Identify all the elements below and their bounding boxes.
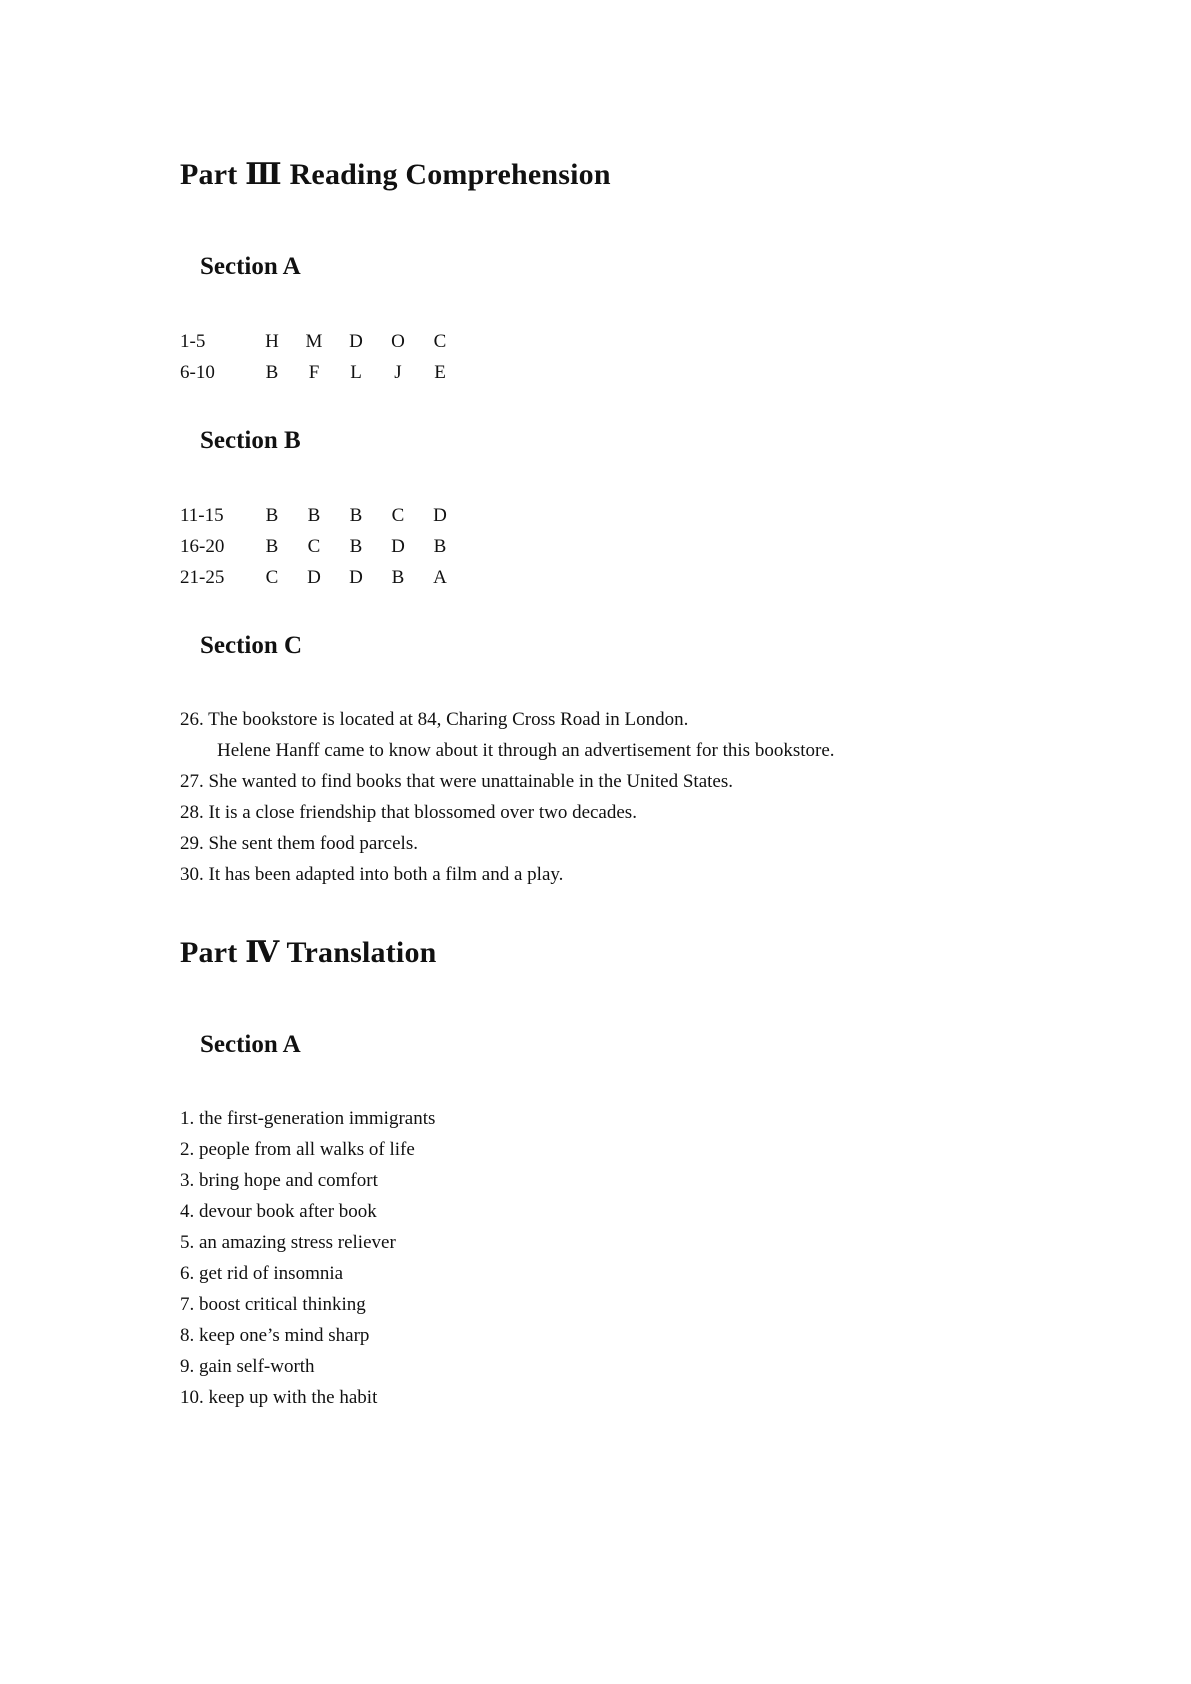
answer-letter: B (433, 536, 447, 557)
answer-letter: H (265, 331, 279, 352)
answer-range: 11-15 (180, 505, 224, 526)
answer-range: 6-10 (180, 362, 215, 383)
answer-range: 16-20 (180, 536, 225, 557)
translation-item: 1. the first-generation immigrants (180, 1108, 436, 1129)
translation-item: 3. bring hope and comfort (180, 1170, 378, 1191)
part-3-section-c-answers (180, 704, 835, 890)
part-3-section-c-title: Section C (200, 632, 303, 659)
answer-letter: C (433, 331, 447, 352)
answer-letter: B (265, 505, 279, 526)
answer-letter: D (433, 505, 447, 526)
answer-letter: B (265, 536, 279, 557)
answer-letter: J (394, 362, 402, 383)
translation-item: 4. devour book after book (180, 1201, 377, 1222)
answer-line: 30. It has been adapted into both a film and a play. (180, 864, 564, 885)
answer-line: 27. She wanted to find books that were unattainable in the United States. (180, 771, 733, 792)
answer-letter: O (391, 331, 405, 352)
answer-line: 26. The bookstore is located at 84, Charing Cross Road in London. (180, 709, 689, 730)
answer-letter: B (265, 362, 279, 383)
answer-letter: B (391, 567, 405, 588)
part-3-section-a-title: Section A (200, 253, 301, 280)
translation-item: 6. get rid of insomnia (180, 1263, 344, 1284)
translation-item: 8. keep one’s mind sharp (180, 1325, 370, 1346)
translation-item: 10. keep up with the habit (180, 1387, 378, 1408)
answer-letter: E (434, 362, 446, 383)
answer-letter: B (349, 505, 363, 526)
translation-item: 9. gain self-worth (180, 1356, 315, 1377)
answer-letter: D (349, 331, 363, 352)
translation-item: 5. an amazing stress reliever (180, 1232, 396, 1253)
answer-letter: A (433, 567, 447, 588)
answer-line: 28. It is a close friendship that blossomed over two decades. (180, 802, 637, 823)
answer-letter: C (307, 536, 321, 557)
answer-letter: F (308, 362, 320, 383)
answer-letter: B (349, 536, 363, 557)
answer-line: Helene Hanff came to know about it through an advertisement for this bookstore. (217, 740, 835, 761)
part-3-title: Part Ⅲ Reading Comprehension (180, 158, 611, 191)
part-3-section-b-title: Section B (200, 427, 301, 454)
answer-letter: C (391, 505, 405, 526)
part-4-title: Part Ⅳ Translation (180, 936, 437, 969)
answer-range: 1-5 (180, 331, 206, 352)
answer-letter: D (391, 536, 405, 557)
answer-letter: D (307, 567, 321, 588)
translation-item: 7. boost critical thinking (180, 1294, 366, 1315)
answer-line: 29. She sent them food parcels. (180, 833, 418, 854)
answer-letter: L (350, 362, 362, 383)
part-4-section-a-title: Section A (200, 1031, 301, 1058)
answer-range: 21-25 (180, 567, 225, 588)
answer-letter: B (307, 505, 321, 526)
answer-letter: C (265, 567, 279, 588)
part-4-section-a-answers (180, 1103, 435, 1413)
answer-letter: D (349, 567, 363, 588)
answer-letter: M (305, 331, 323, 352)
translation-item: 2. people from all walks of life (180, 1139, 415, 1160)
